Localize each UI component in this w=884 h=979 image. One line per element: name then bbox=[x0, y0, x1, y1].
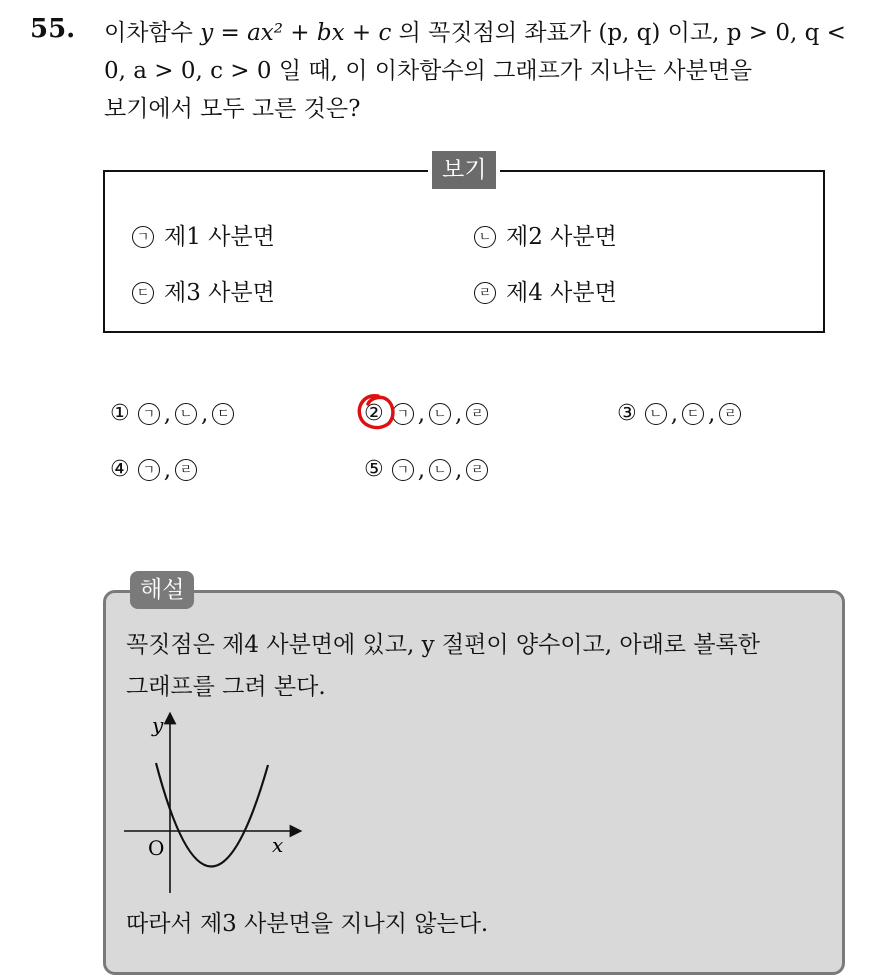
choice-options: ㄱ , ㄴ , ㄹ bbox=[392, 455, 489, 485]
parabola-graph bbox=[118, 710, 308, 900]
parabola-curve bbox=[156, 763, 268, 867]
choice-5[interactable] bbox=[364, 455, 488, 485]
circled-letter-icon: ㄹ bbox=[466, 403, 488, 425]
circled-letter-icon: ㄱ bbox=[392, 459, 414, 481]
origin-label: O bbox=[148, 836, 165, 860]
choice-number: ① bbox=[110, 401, 130, 426]
circled-letter-icon: ㄱ bbox=[132, 226, 154, 248]
circled-letter-icon: ㄷ bbox=[682, 403, 704, 425]
question-text bbox=[104, 14, 864, 128]
choice-number: ④ bbox=[110, 457, 130, 482]
equation: y = ax² + bx + c bbox=[200, 20, 392, 46]
circled-letter-icon: ㄹ bbox=[474, 282, 496, 304]
solution-label: 해설 bbox=[130, 571, 194, 609]
circled-letter-icon: ㄴ bbox=[175, 403, 197, 425]
question-text-part: 의 꼭짓점의 좌표가 bbox=[391, 20, 599, 46]
circled-letter-icon: ㄴ bbox=[645, 403, 667, 425]
circled-letter-icon: ㄱ bbox=[138, 459, 160, 481]
choice-options: ㄱ , ㄴ , ㄹ bbox=[392, 399, 489, 429]
bogi-item-1 bbox=[132, 222, 275, 252]
circled-letter-icon: ㄹ bbox=[466, 459, 488, 481]
choice-3[interactable] bbox=[617, 399, 741, 429]
question-line-2: 0, a > 0, c > 0 일 때, 이 이차함수의 그래프가 지나는 사분면을 bbox=[104, 58, 753, 84]
circled-letter-icon: ㄴ bbox=[429, 403, 451, 425]
y-axis-label: y bbox=[152, 713, 164, 737]
bogi-item-2 bbox=[474, 222, 617, 252]
bogi-item-text: 제1 사분면 bbox=[164, 224, 275, 250]
question-condition: 이고, p > 0, q < bbox=[660, 20, 846, 46]
solution-conclusion: 따라서 제3 사분면을 지나지 않는다. bbox=[126, 911, 489, 937]
question-text-part: 이차함수 bbox=[104, 20, 201, 46]
question-number: 55. bbox=[30, 14, 76, 44]
question-line-3: 보기에서 모두 고른 것은? bbox=[104, 96, 361, 122]
bogi-item-4 bbox=[474, 278, 617, 308]
solution-line-1: 꼭짓점은 제4 사분면에 있고, y 절편이 양수이고, 아래로 볼록한 bbox=[126, 632, 760, 658]
bogi-item-text: 제2 사분면 bbox=[506, 224, 617, 250]
bogi-item-text: 제3 사분면 bbox=[164, 280, 275, 306]
choice-options: ㄱ , ㄴ , ㄷ bbox=[138, 399, 235, 429]
circled-letter-icon: ㄱ bbox=[138, 403, 160, 425]
circled-letter-icon: ㄷ bbox=[212, 403, 234, 425]
choice-4[interactable] bbox=[110, 455, 197, 485]
solution-text bbox=[126, 624, 836, 708]
x-axis-label: x bbox=[272, 833, 284, 857]
question-line-1 bbox=[104, 14, 864, 52]
solution-line-2: 그래프를 그려 본다. bbox=[126, 674, 326, 700]
circled-letter-icon: ㄱ bbox=[392, 403, 414, 425]
answer-circle-mark bbox=[354, 390, 398, 434]
circled-letter-icon: ㄷ bbox=[132, 282, 154, 304]
circled-letter-icon: ㄹ bbox=[175, 459, 197, 481]
circled-letter-icon: ㄹ bbox=[719, 403, 741, 425]
circled-letter-icon: ㄴ bbox=[474, 226, 496, 248]
choice-options: ㄱ , ㄹ bbox=[138, 455, 197, 485]
choice-number: ⑤ bbox=[364, 457, 384, 482]
vertex-coords: (p, q) bbox=[598, 20, 661, 46]
bogi-item-3 bbox=[132, 278, 275, 308]
choice-number: ③ bbox=[617, 401, 637, 426]
circled-letter-icon: ㄴ bbox=[429, 459, 451, 481]
bogi-item-text: 제4 사분면 bbox=[506, 280, 617, 306]
choice-1[interactable] bbox=[110, 399, 234, 429]
choice-number: ② bbox=[364, 401, 384, 426]
bogi-label: 보기 bbox=[428, 151, 500, 189]
choice-options: ㄴ , ㄷ , ㄹ bbox=[645, 399, 742, 429]
